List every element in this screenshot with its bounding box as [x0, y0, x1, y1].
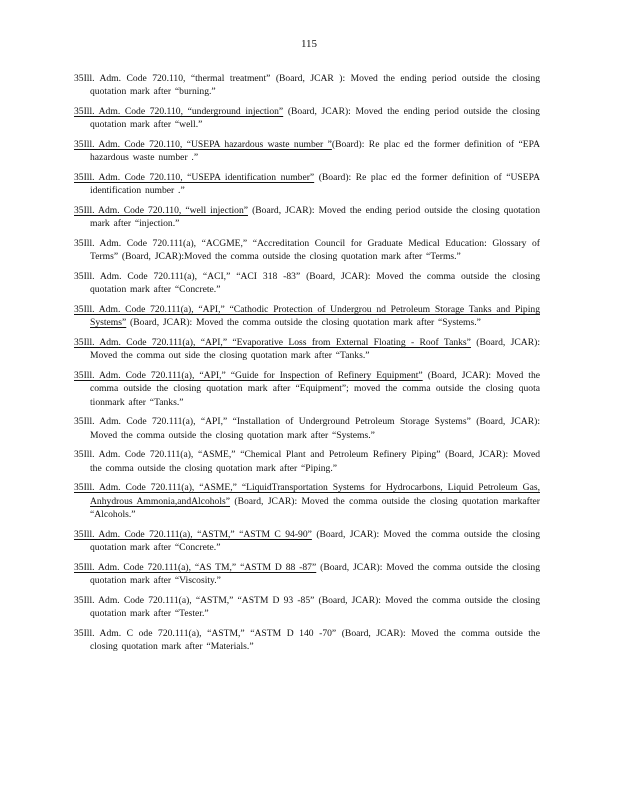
entry-text: 35Ill. Adm. Code 720.111(a), “ASME,” “Chemical Plant and Petroleum Refinery Piping” (Board, JCAR): Moved the comma outside the closing quotation mark after “Piping.” — [74, 449, 540, 474]
entry-text: (Board, JCAR): Moved the comma outside the closing quotation mark after “Viscosity.” — [90, 561, 541, 587]
entry-text: (Board): Re plac ed the former definition of “USEPA identification number .” — [90, 172, 540, 197]
code-entry — [74, 105, 540, 132]
code-entry — [74, 594, 540, 621]
underlined-citation: 35Ill. Adm. Code 720.111(a), “API,” “Cathodic Protection of Undergrou nd Petroleum Storage Tanks and Piping Systems” — [74, 304, 540, 329]
underlined-citation: 35Ill. Adm. Code 720.110, “USEPA hazardous waste number ” — [74, 139, 332, 150]
underlined-citation: 35Ill. Adm. Code 720.111(a), “AS TM,” “ASTM D 88 -87” — [74, 561, 317, 573]
underlined-citation: 35Ill. Adm. Code 720.110, “well injection” — [74, 205, 249, 216]
code-entry — [74, 528, 540, 555]
underlined-citation: 35Ill. Adm. Code 720.111(a), “ASTM,” “ASTM C 94-90” — [74, 528, 312, 540]
code-entry — [74, 369, 540, 409]
code-entry — [74, 270, 540, 297]
entry-text: (Board, JCAR): Moved the comma outside the closing quotation mark after “Concrete.” — [90, 528, 540, 554]
underlined-citation: 35Ill. Adm. Code 720.110, “USEPA identification number” — [74, 172, 315, 183]
entry-text: (Board, JCAR): Moved the comma outside the closing quotation mark after “Systems.” — [126, 317, 481, 329]
entry-text: 35Ill. Adm. C ode 720.111(a), “ASTM,” “ASTM D 140 -70” (Board, JCAR): Moved the comma outside the closing quotation mark after “Materials.” — [74, 627, 540, 653]
code-entry — [74, 415, 540, 442]
page-number: 115 — [300, 38, 318, 50]
code-entry — [74, 138, 540, 165]
underlined-citation: 35Ill. Adm. Code 720.110, “underground injection” — [74, 106, 284, 117]
entry-text: 35Ill. Adm. Code 720.111(a), “ASTM,” “ASTM D 93 -85” (Board, JCAR): Moved the comma outside the closing quotation mark after “Tester.” — [74, 594, 540, 620]
entry-text: (Board, JCAR): Moved the comma outside the closing quotation markafter “Alcohols.” — [90, 495, 540, 521]
entry-text: 35Ill. Adm. Code 720.111(a), “ACI,” “ACI 318 -83” (Board, JCAR): Moved the comma outside the closing quotation mark after “Concrete.” — [74, 271, 540, 296]
entry-text: (Board, JCAR): Moved the ending period outside the closing quotation mark after “well.” — [90, 106, 540, 131]
code-entry — [74, 204, 540, 231]
entry-text: (Board, JCAR): Moved the comma outside the closing quotation mark after “Equipment”; moved the comma outside the closing quota tionmark after “Tanks.” — [90, 370, 541, 408]
code-entry — [74, 448, 540, 475]
code-entry — [74, 72, 540, 99]
entry-text: (Board): Re plac ed the former definition of “EPA hazardous waste number .” — [90, 139, 541, 164]
entry-text: 35Ill. Adm. Code 720.111(a), “ACGME,” “Accreditation Council for Graduate Medical Education: Glossary of Terms” (Board, JCAR):Moved the comma outside the closing quotation mark after “Terms.” — [74, 238, 540, 263]
entry-text: (Board, JCAR): Moved the ending period outside the closing quotation mark after “injection.” — [90, 205, 540, 230]
code-entry — [74, 171, 540, 198]
underlined-citation: 35Ill. Adm. Code 720.111(a), “API,” “Guide for Inspection of Refinery Equipment” — [74, 370, 423, 381]
code-entry — [74, 481, 540, 521]
code-entry — [74, 237, 540, 264]
underlined-citation: 35Ill. Adm. Code 720.111(a), “ASME,” “LiquidTransportation Systems for Hydrocarbons, Liquid Petroleum Gas, Anhydrous Ammonia,andAlcohols” — [74, 482, 540, 507]
code-entry — [74, 561, 540, 588]
entry-list — [74, 72, 540, 660]
code-entry — [74, 627, 540, 654]
code-entry — [74, 336, 540, 363]
entry-text: 35Ill. Adm. Code 720.110, “thermal treatment” (Board, JCAR ): Moved the ending period outside the closing quotation mark after “burning.” — [74, 73, 540, 98]
code-entry — [74, 303, 540, 330]
entry-text: 35Ill. Adm. Code 720.111(a), “API,” “Installation of Underground Petroleum Storage Systems” (Board, JCAR): Moved the comma outside the closing quotation mark after “Systems.” — [74, 416, 540, 441]
underlined-citation: 35Ill. Adm. Code 720.111(a), “API,” “Evaporative Loss from External Floating - Roof Tanks” — [74, 337, 471, 348]
entry-text: (Board, JCAR): Moved the comma out side the closing quotation mark after “Tanks.” — [90, 337, 540, 362]
